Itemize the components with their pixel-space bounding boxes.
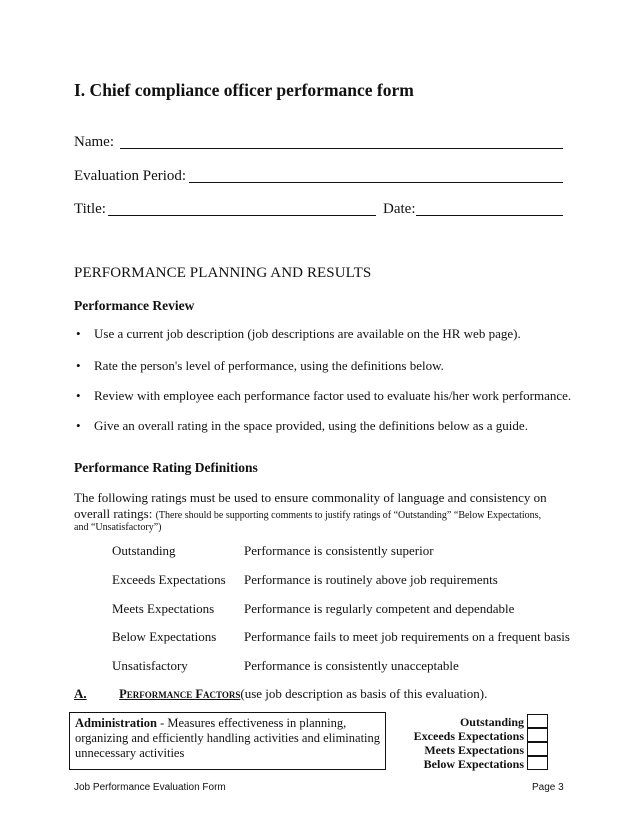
rating-desc-outstanding: Performance is consistently superior bbox=[244, 543, 434, 558]
performance-review-heading: Performance Review bbox=[74, 298, 195, 313]
bullet-icon: • bbox=[76, 418, 81, 433]
title-label: Title: bbox=[74, 201, 106, 217]
rating-name-outstanding: Outstanding bbox=[112, 543, 176, 558]
administration-line2: organizing and efficiently handling activities and eliminating bbox=[75, 731, 381, 745]
name-label: Name: bbox=[74, 134, 114, 150]
bullet-icon: • bbox=[76, 388, 81, 403]
factors-note: (use job description as basis of this evaluation). bbox=[240, 686, 488, 701]
factors-heading: Performance Factors bbox=[119, 687, 241, 701]
rating-scale-row-below: Below Expectations bbox=[398, 756, 548, 771]
rating-desc-unsatisfactory: Performance is consistently unacceptable bbox=[244, 658, 459, 673]
rating-scale-row-meets: Meets Expectations bbox=[398, 742, 548, 757]
rating-scale-row-exceeds: Exceeds Expectations bbox=[398, 728, 548, 743]
administration-line1: Administration - Measures effectiveness in planning, bbox=[75, 716, 347, 730]
meets-checkbox[interactable] bbox=[527, 742, 548, 756]
rating-definitions-heading: Performance Rating Definitions bbox=[74, 460, 258, 475]
rating-desc-meets: Performance is regularly competent and dependable bbox=[244, 601, 515, 616]
form-title: I. Chief compliance officer performance form bbox=[74, 80, 414, 100]
rating-intro-line1: The following ratings must be used to ensure commonality of language and consistency on bbox=[74, 490, 547, 505]
factors-letter: A. bbox=[74, 686, 87, 701]
name-field-line[interactable] bbox=[120, 148, 563, 149]
administration-line3: unnecessary activities bbox=[75, 746, 185, 760]
rating-intro-line3: and “Unsatisfactory”) bbox=[74, 522, 162, 533]
rating-name-unsatisfactory: Unsatisfactory bbox=[112, 658, 188, 673]
rating-name-below: Below Expectations bbox=[112, 629, 217, 644]
rating-intro-line2: overall ratings: (There should be supporting comments to justify ratings of “Outstanding” “Below Expectations, bbox=[74, 506, 542, 521]
title-field-line[interactable] bbox=[108, 215, 376, 216]
below-checkbox[interactable] bbox=[527, 756, 548, 770]
section-heading: PERFORMANCE PLANNING AND RESULTS bbox=[74, 265, 372, 281]
evaluation-period-label: Evaluation Period: bbox=[74, 168, 187, 184]
footer-left: Job Performance Evaluation Form bbox=[74, 782, 226, 793]
date-label: Date: bbox=[383, 201, 416, 217]
rating-scale-row-outstanding: Outstanding bbox=[398, 714, 548, 729]
page-number: Page 3 bbox=[532, 782, 564, 793]
rating-scale bbox=[398, 714, 548, 772]
performance-factors-line bbox=[74, 686, 487, 702]
exceeds-checkbox[interactable] bbox=[527, 728, 548, 742]
rating-desc-below: Performance fails to meet job requirements on a frequent basis bbox=[244, 629, 570, 644]
bullet-icon: • bbox=[76, 326, 81, 341]
administration-label: Administration bbox=[75, 716, 157, 730]
administration-box bbox=[69, 712, 386, 770]
outstanding-checkbox[interactable] bbox=[527, 714, 548, 728]
bullet-icon: • bbox=[76, 358, 81, 373]
rating-desc-exceeds: Performance is routinely above job requirements bbox=[244, 572, 498, 587]
rating-name-exceeds: Exceeds Expectations bbox=[112, 572, 226, 587]
evaluation-period-field-line[interactable] bbox=[189, 182, 563, 183]
date-field-line[interactable] bbox=[416, 215, 563, 216]
rating-name-meets: Meets Expectations bbox=[112, 601, 215, 616]
